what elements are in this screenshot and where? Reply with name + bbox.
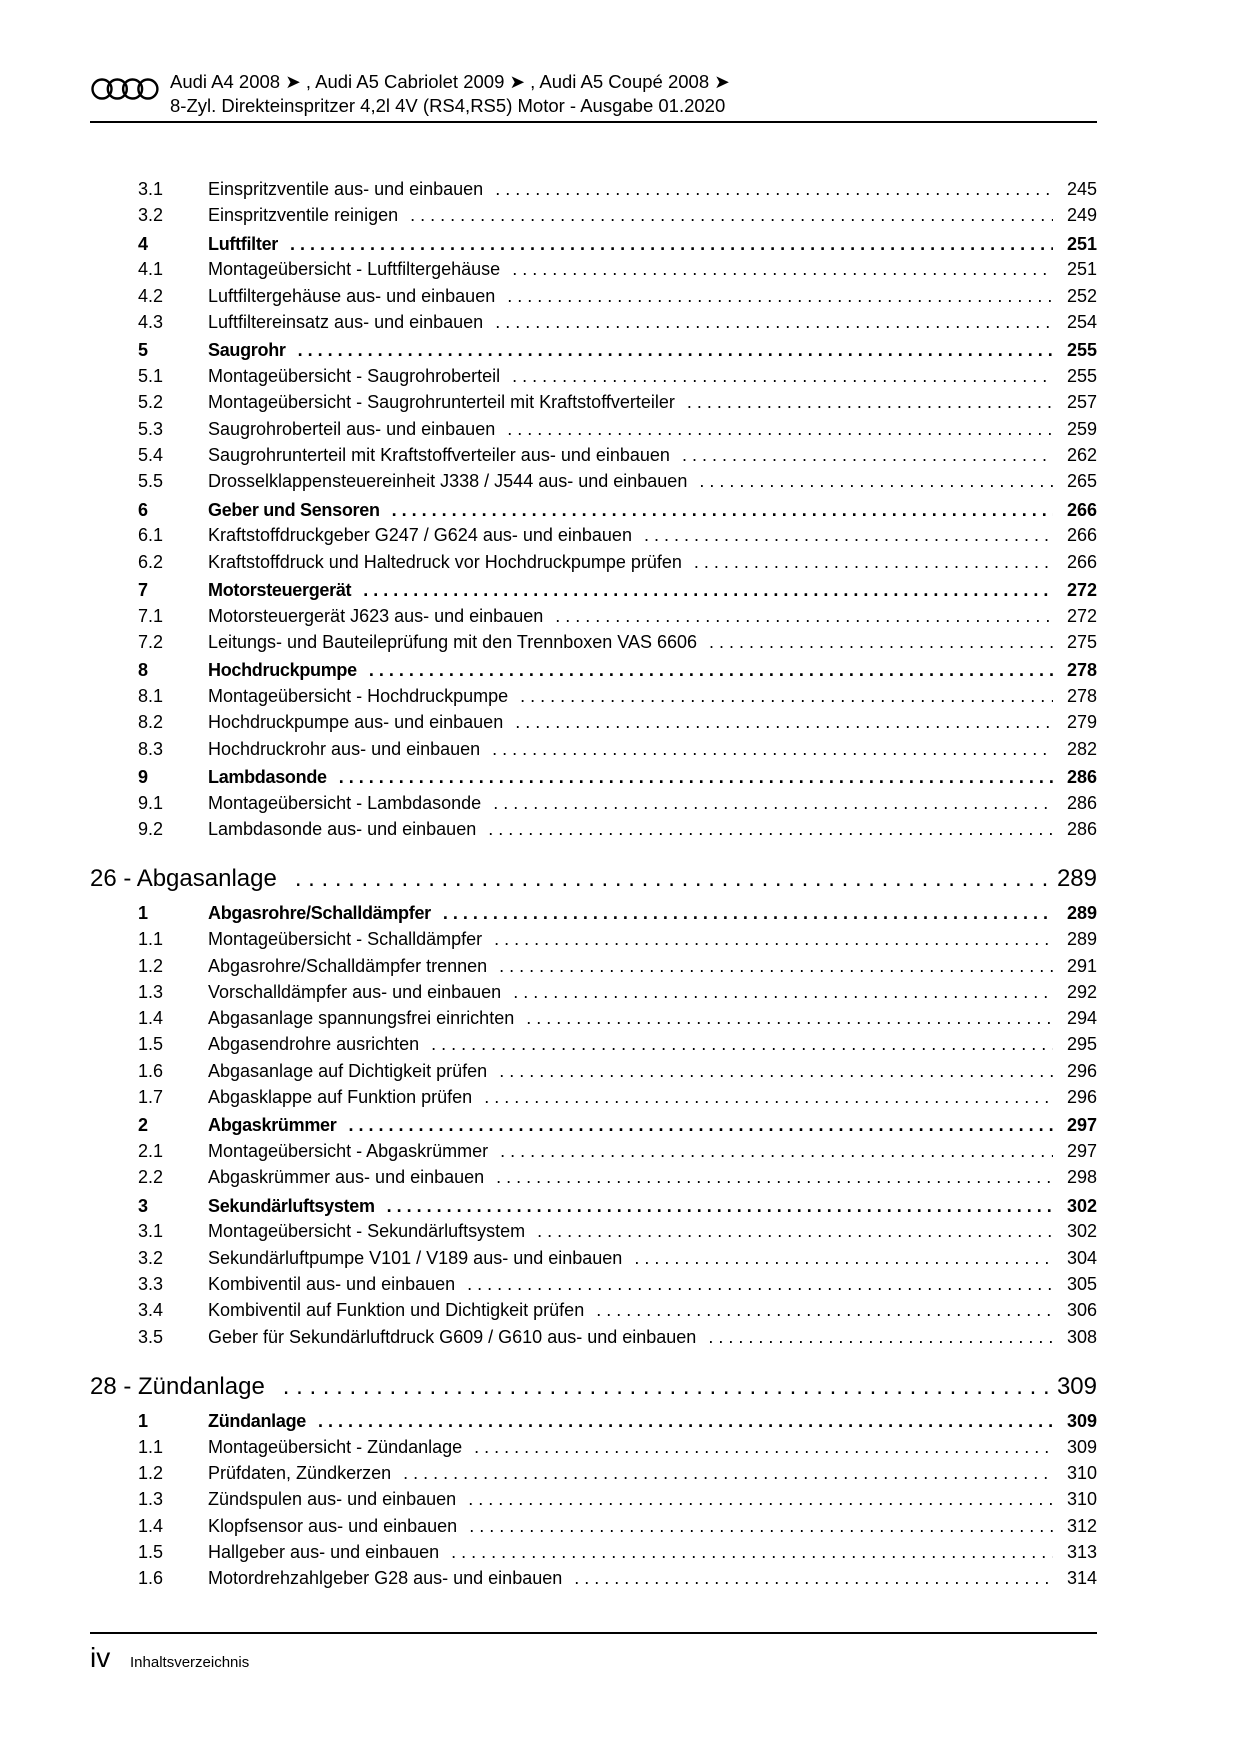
toc-entry-row[interactable] bbox=[90, 1138, 1097, 1164]
toc-entry-row[interactable] bbox=[90, 309, 1097, 335]
toc-entry-page[interactable]: 309 bbox=[1056, 1372, 1097, 1400]
toc-entry-row[interactable] bbox=[90, 256, 1097, 282]
toc-entry-page[interactable]: 266 bbox=[1066, 499, 1097, 520]
toc-entry-row[interactable] bbox=[90, 549, 1097, 575]
toc-leader-dots bbox=[687, 389, 1053, 415]
toc-entry-number: 7.2 bbox=[138, 632, 164, 653]
toc-entry-title[interactable]: Einspritzventile aus- und einbauen bbox=[208, 179, 484, 199]
toc-entry-row[interactable] bbox=[90, 1513, 1097, 1539]
toc-leader-dots bbox=[495, 309, 1053, 335]
toc-entry-number: 8.1 bbox=[138, 686, 164, 707]
toc-entry-row[interactable] bbox=[90, 1324, 1097, 1350]
toc-section-row[interactable] bbox=[90, 229, 1097, 257]
toc-entry-number: 9 bbox=[138, 767, 149, 788]
toc-entry-number: 1.1 bbox=[138, 1436, 164, 1457]
toc-entry-number: 3.3 bbox=[138, 1274, 164, 1295]
toc-entry-row[interactable] bbox=[90, 683, 1097, 709]
toc-entry-row[interactable] bbox=[90, 629, 1097, 655]
toc-entry-row[interactable] bbox=[90, 442, 1097, 468]
toc-entry-number: 1.5 bbox=[138, 1034, 164, 1055]
toc-entry-page[interactable]: 305 bbox=[1066, 1274, 1097, 1295]
toc-entry-row[interactable] bbox=[90, 522, 1097, 548]
toc-entry-title[interactable]: 28 - Zündanlage bbox=[90, 1372, 265, 1400]
toc-entry-row[interactable] bbox=[90, 1218, 1097, 1244]
toc-entry-row[interactable] bbox=[90, 1164, 1097, 1190]
toc-leader-dots bbox=[574, 1565, 1053, 1591]
toc-leader-dots bbox=[469, 1513, 1053, 1539]
toc-entry-row[interactable] bbox=[90, 1460, 1097, 1486]
toc-leader-dots bbox=[499, 1058, 1053, 1084]
toc-leader-dots bbox=[694, 549, 1053, 575]
toc-entry-page[interactable]: 289 bbox=[1066, 929, 1097, 950]
toc-leader-dots bbox=[318, 1406, 1053, 1434]
toc-entry-title[interactable]: Sekundärluftpumpe V101 / V189 aus- und einbauen bbox=[208, 1247, 623, 1268]
toc-entry-number: 4.3 bbox=[138, 311, 164, 332]
toc-entry-number: 8.2 bbox=[138, 712, 164, 733]
toc-entry-page[interactable]: 308 bbox=[1066, 1326, 1097, 1347]
toc-entry-title[interactable]: Motorsteuergerät J623 aus- und einbauen bbox=[208, 605, 544, 626]
toc-chapter-row[interactable] bbox=[90, 1362, 1097, 1406]
toc-leader-dots bbox=[495, 176, 1053, 202]
toc-entry-row[interactable] bbox=[90, 416, 1097, 442]
header-divider bbox=[90, 121, 1097, 123]
toc-entry-page[interactable]: 292 bbox=[1066, 981, 1097, 1002]
toc-entry-number: 2.1 bbox=[138, 1141, 164, 1162]
toc-entry-page[interactable]: 252 bbox=[1066, 285, 1097, 306]
toc-entry-title[interactable]: Hochdruckrohr aus- und einbauen bbox=[208, 738, 481, 759]
toc-entry-page[interactable]: 313 bbox=[1066, 1541, 1097, 1562]
toc-entry-title[interactable]: Montageübersicht - Luftfiltergehäuse bbox=[208, 259, 501, 280]
toc-entry-number: 6.2 bbox=[138, 551, 164, 572]
toc-entry-page[interactable]: 295 bbox=[1066, 1034, 1097, 1055]
toc-entry-page[interactable]: 289 bbox=[1066, 903, 1097, 924]
toc-entry-title[interactable]: Montageübersicht - Sekundärluftsystem bbox=[208, 1221, 526, 1242]
toc-leader-dots bbox=[339, 762, 1053, 790]
toc-entry-page[interactable]: 294 bbox=[1066, 1008, 1097, 1029]
toc-leader-dots bbox=[555, 603, 1053, 629]
toc-leader-dots bbox=[513, 979, 1053, 1005]
toc-section-row[interactable] bbox=[90, 1191, 1097, 1219]
toc-entry-title[interactable]: 26 - Abgasanlage bbox=[90, 865, 277, 893]
toc-entry-number: 1 bbox=[138, 1410, 149, 1431]
toc-entry-title[interactable]: Leitungs- und Bauteileprüfung mit den Trennboxen VAS 6606 bbox=[208, 632, 698, 653]
toc-entry-page[interactable]: 309 bbox=[1066, 1410, 1097, 1431]
toc-entry-page[interactable]: 302 bbox=[1066, 1221, 1097, 1242]
toc-entry-page[interactable]: 289 bbox=[1056, 865, 1097, 893]
toc-entry-number: 3.1 bbox=[138, 1221, 164, 1242]
toc-entry-title[interactable]: Kraftstoffdruck und Haltedruck vor Hochdruckpumpe prüfen bbox=[208, 551, 682, 572]
toc-entry-number: 1.5 bbox=[138, 1541, 164, 1562]
toc-entry-page[interactable]: 304 bbox=[1066, 1247, 1097, 1268]
toc-leader-dots bbox=[512, 256, 1053, 282]
header-line-2: 8-Zyl. Direkteinspritzer 4,2l 4V (RS4,RS5) Motor - Ausgabe 01.2020 bbox=[170, 95, 726, 116]
toc-entry-row[interactable] bbox=[90, 1005, 1097, 1031]
toc-entry-row[interactable] bbox=[90, 1245, 1097, 1271]
toc-leader-dots bbox=[290, 229, 1053, 257]
toc-entry-row[interactable] bbox=[90, 1031, 1097, 1057]
toc-leader-dots bbox=[526, 1005, 1053, 1031]
toc-entry-title[interactable]: Abgaskrümmer bbox=[208, 1115, 337, 1136]
toc-entry-row[interactable] bbox=[90, 1084, 1097, 1110]
toc-leader-dots bbox=[515, 709, 1053, 735]
toc-entry-title[interactable]: Hallgeber aus- und einbauen bbox=[208, 1541, 440, 1562]
toc-entry-number: 7 bbox=[138, 579, 149, 600]
toc-entry-number: 5.4 bbox=[138, 444, 164, 465]
toc-entry-title[interactable]: Abgasanlage auf Dichtigkeit prüfen bbox=[208, 1060, 488, 1081]
toc-entry-page[interactable]: 310 bbox=[1066, 1463, 1097, 1484]
toc-entry-page[interactable]: 282 bbox=[1066, 738, 1097, 759]
toc-entry-title[interactable]: Motorsteuergerät bbox=[208, 579, 352, 600]
toc-entry-page[interactable]: 310 bbox=[1066, 1489, 1097, 1510]
toc-entry-title[interactable]: Zündanlage bbox=[208, 1410, 307, 1431]
toc-entry-number: 3.2 bbox=[138, 1247, 164, 1268]
toc-entry-number: 1.4 bbox=[138, 1008, 164, 1029]
toc-entry-row[interactable] bbox=[90, 926, 1097, 952]
toc-leader-dots bbox=[298, 335, 1053, 363]
toc-leader-dots bbox=[363, 575, 1053, 603]
toc-entry-title[interactable]: Lambdasonde bbox=[208, 767, 327, 788]
toc-leader-dots bbox=[431, 1031, 1053, 1057]
toc-entry-number: 5.1 bbox=[138, 366, 164, 387]
toc-entry-title[interactable]: Einspritzventile reinigen bbox=[208, 205, 399, 226]
toc-entry-number: 1.2 bbox=[138, 1463, 164, 1484]
toc-entry-title[interactable]: Saugrohrunterteil mit Kraftstoffverteiler aus- und einbauen bbox=[208, 444, 670, 465]
toc-entry-page[interactable]: 257 bbox=[1066, 392, 1097, 413]
toc-entry-page[interactable]: 265 bbox=[1066, 471, 1097, 492]
toc-entry-title[interactable]: Kombiventil aus- und einbauen bbox=[208, 1274, 456, 1295]
toc-entry-row[interactable] bbox=[90, 1434, 1097, 1460]
toc-entry-number: 2.2 bbox=[138, 1167, 164, 1188]
toc-entry-number: 9.1 bbox=[138, 792, 164, 813]
toc-entry-page[interactable]: 251 bbox=[1066, 259, 1097, 280]
toc-entry-page[interactable]: 286 bbox=[1066, 767, 1097, 788]
toc-section-row[interactable] bbox=[90, 575, 1097, 603]
toc-section-row[interactable] bbox=[90, 1110, 1097, 1138]
toc-entry-number: 4.1 bbox=[138, 259, 164, 280]
toc-entry-title[interactable]: Kombiventil auf Funktion und Dichtigkeit prüfen bbox=[208, 1300, 585, 1321]
toc-entry-title[interactable]: Montageübersicht - Lambdasonde bbox=[208, 792, 482, 813]
toc-entry-title[interactable]: Saugrohr bbox=[208, 340, 286, 361]
toc-entry-title[interactable]: Geber für Sekundärluftdruck G609 / G610 aus- und einbauen bbox=[208, 1326, 697, 1347]
header-title bbox=[170, 70, 730, 118]
toc-entry-title[interactable]: Kraftstoffdruckgeber G247 / G624 aus- und einbauen bbox=[208, 525, 632, 546]
toc-leader-dots bbox=[500, 1138, 1053, 1164]
toc-entry-row[interactable] bbox=[90, 709, 1097, 735]
toc-entry-title[interactable]: Geber und Sensoren bbox=[208, 499, 380, 520]
toc-leader-dots bbox=[537, 1218, 1053, 1244]
toc-leader-dots bbox=[392, 495, 1053, 523]
toc-entry-number: 6 bbox=[138, 499, 149, 520]
toc-entry-title[interactable]: Abgasrohre/Schalldämpfer trennen bbox=[208, 955, 488, 976]
toc-entry-number: 6.1 bbox=[138, 525, 164, 546]
toc-entry-number: 2 bbox=[138, 1115, 149, 1136]
toc-leader-dots bbox=[493, 790, 1053, 816]
toc-entry-page[interactable]: 278 bbox=[1066, 686, 1097, 707]
toc-entry-title[interactable]: Montageübersicht - Zündanlage bbox=[208, 1436, 463, 1457]
toc-leader-dots bbox=[443, 898, 1053, 926]
toc-section-row[interactable] bbox=[90, 898, 1097, 926]
toc-entry-number: 5 bbox=[138, 340, 149, 361]
toc-entry-page[interactable]: 275 bbox=[1066, 632, 1097, 653]
toc-entry-title[interactable]: Abgasrohre/Schalldämpfer bbox=[208, 903, 431, 924]
toc-entry-page[interactable]: 279 bbox=[1066, 712, 1097, 733]
toc-entry-number: 1.7 bbox=[138, 1087, 164, 1107]
footer-label: Inhaltsverzeichnis bbox=[130, 1654, 250, 1671]
toc-entry-page[interactable]: 255 bbox=[1066, 366, 1097, 387]
toc-entry-number: 1.4 bbox=[138, 1515, 164, 1536]
toc-entry-number: 3.1 bbox=[138, 179, 164, 199]
toc-entry-title[interactable]: Luftfilter bbox=[208, 233, 278, 254]
toc-entry-page[interactable]: 306 bbox=[1066, 1300, 1097, 1321]
toc-entry-number: 5.3 bbox=[138, 418, 164, 439]
toc-leader-dots bbox=[699, 468, 1053, 494]
toc-chapter-row[interactable] bbox=[90, 854, 1097, 898]
toc-entry-row[interactable] bbox=[90, 202, 1097, 228]
toc-leader-dots bbox=[468, 1486, 1053, 1512]
toc-section-row[interactable] bbox=[90, 1406, 1097, 1434]
toc-entry-row[interactable] bbox=[90, 816, 1097, 842]
toc-entry-number: 1.3 bbox=[138, 1489, 164, 1510]
toc-entry-title[interactable]: Abgasanlage spannungsfrei einrichten bbox=[208, 1008, 515, 1029]
toc-entry-page[interactable]: 266 bbox=[1066, 525, 1097, 546]
toc-entry-row[interactable] bbox=[90, 736, 1097, 762]
toc-entry-row[interactable] bbox=[90, 1297, 1097, 1323]
toc-entry-page[interactable]: 286 bbox=[1066, 792, 1097, 813]
toc-entry-page[interactable]: 272 bbox=[1066, 605, 1097, 626]
toc-entry-row[interactable] bbox=[90, 953, 1097, 979]
toc-entry-number: 1.6 bbox=[138, 1568, 164, 1589]
toc-entry-title[interactable]: Drosselklappensteuereinheit J338 / J544 aus- und einbauen bbox=[208, 471, 688, 492]
toc-entry-title[interactable]: Abgasendrohre ausrichten bbox=[208, 1034, 420, 1055]
toc-entry-title[interactable]: Abgaskrümmer aus- und einbauen bbox=[208, 1167, 485, 1188]
toc-entry-page[interactable]: 278 bbox=[1066, 660, 1097, 681]
toc-entry-row[interactable] bbox=[90, 363, 1097, 389]
toc-entry-title[interactable]: Luftfiltereinsatz aus- und einbauen bbox=[208, 311, 484, 332]
toc-entry-number: 5.5 bbox=[138, 471, 164, 492]
toc-entry-page[interactable]: 291 bbox=[1066, 955, 1097, 976]
table-of-contents bbox=[90, 176, 1097, 1592]
toc-entry-page[interactable]: 302 bbox=[1066, 1195, 1097, 1216]
toc-entry-page[interactable]: 314 bbox=[1066, 1568, 1097, 1589]
toc-entry-number: 1.3 bbox=[138, 981, 164, 1002]
toc-entry-number: 3 bbox=[138, 1195, 149, 1216]
toc-section-row[interactable] bbox=[90, 762, 1097, 790]
toc-entry-title[interactable]: Hochdruckpumpe bbox=[208, 660, 357, 681]
header-line-1: Audi A4 2008 ➤ , Audi A5 Cabriolet 2009 ➤ , Audi A5 Coupé 2008 ➤ bbox=[170, 71, 730, 92]
toc-section-row[interactable] bbox=[90, 335, 1097, 363]
toc-entry-title[interactable]: Sekundärluftsystem bbox=[208, 1195, 375, 1216]
toc-leader-dots bbox=[387, 1191, 1053, 1219]
toc-entry-title[interactable]: Montageübersicht - Abgaskrümmer bbox=[208, 1141, 489, 1162]
toc-leader-dots bbox=[507, 416, 1053, 442]
toc-entry-page[interactable]: 309 bbox=[1066, 1436, 1097, 1457]
toc-entry-number: 8 bbox=[138, 660, 149, 681]
toc-entry-page[interactable]: 297 bbox=[1066, 1115, 1097, 1136]
toc-entry-page[interactable]: 259 bbox=[1066, 418, 1097, 439]
toc-leader-dots bbox=[283, 1362, 1049, 1406]
toc-entry-row[interactable] bbox=[90, 1486, 1097, 1512]
toc-leader-dots bbox=[295, 854, 1049, 898]
toc-entry-page[interactable]: 286 bbox=[1066, 819, 1097, 840]
toc-leader-dots bbox=[369, 655, 1053, 683]
toc-entry-page[interactable]: 312 bbox=[1066, 1515, 1097, 1536]
toc-entry-title[interactable]: Abgasklappe auf Funktion prüfen bbox=[208, 1087, 473, 1107]
toc-entry-title[interactable]: Vorschalldämpfer aus- und einbauen bbox=[208, 981, 502, 1002]
toc-entry-number: 4 bbox=[138, 233, 149, 254]
toc-entry-number: 3.4 bbox=[138, 1300, 164, 1321]
toc-entry-number: 8.3 bbox=[138, 738, 164, 759]
toc-leader-dots bbox=[494, 926, 1053, 952]
toc-entry-number: 3.5 bbox=[138, 1326, 164, 1347]
toc-entry-title[interactable]: Klopfsensor aus- und einbauen bbox=[208, 1515, 458, 1536]
toc-leader-dots bbox=[348, 1110, 1053, 1138]
toc-entry-page[interactable]: 249 bbox=[1066, 205, 1097, 226]
toc-section-row[interactable] bbox=[90, 495, 1097, 523]
toc-entry-title[interactable]: Zündspulen aus- und einbauen bbox=[208, 1489, 457, 1510]
toc-entry-page[interactable]: 296 bbox=[1066, 1087, 1097, 1107]
toc-leader-dots bbox=[708, 1324, 1053, 1350]
toc-leader-dots bbox=[512, 363, 1053, 389]
toc-entry-number: 1.6 bbox=[138, 1060, 164, 1081]
toc-leader-dots bbox=[709, 629, 1053, 655]
toc-leader-dots bbox=[488, 816, 1053, 842]
toc-entry-number: 5.2 bbox=[138, 392, 164, 413]
toc-entry-page[interactable]: 266 bbox=[1066, 551, 1097, 572]
toc-entry-number: 7.1 bbox=[138, 605, 164, 626]
toc-entry-page[interactable]: 254 bbox=[1066, 311, 1097, 332]
toc-entry-title[interactable]: Saugrohroberteil aus- und einbauen bbox=[208, 418, 496, 439]
toc-entry-row[interactable] bbox=[90, 176, 1097, 202]
toc-entry-title[interactable]: Montageübersicht - Hochdruckpumpe bbox=[208, 686, 509, 707]
toc-entry-page[interactable]: 296 bbox=[1066, 1060, 1097, 1081]
toc-leader-dots bbox=[403, 1460, 1053, 1486]
toc-section-row[interactable] bbox=[90, 655, 1097, 683]
toc-entry-number: 1 bbox=[138, 903, 149, 924]
toc-leader-dots bbox=[499, 953, 1053, 979]
audi-rings-icon bbox=[90, 77, 160, 101]
toc-entry-row[interactable] bbox=[90, 283, 1097, 309]
toc-entry-row[interactable] bbox=[90, 979, 1097, 1005]
toc-entry-page[interactable]: 298 bbox=[1066, 1167, 1097, 1188]
toc-entry-title[interactable]: Montageübersicht - Schalldämpfer bbox=[208, 929, 483, 950]
toc-leader-dots bbox=[596, 1297, 1053, 1323]
toc-entry-number: 1.2 bbox=[138, 955, 164, 976]
toc-entry-number: 1.1 bbox=[138, 929, 164, 950]
toc-entry-title[interactable]: Prüfdaten, Zündkerzen bbox=[208, 1463, 392, 1484]
toc-entry-row[interactable] bbox=[90, 790, 1097, 816]
toc-leader-dots bbox=[451, 1539, 1053, 1565]
toc-entry-page[interactable]: 272 bbox=[1066, 579, 1097, 600]
toc-entry-number: 9.2 bbox=[138, 819, 164, 840]
toc-entry-title[interactable]: Montageübersicht - Saugrohrunterteil mit Kraftstoffverteiler bbox=[208, 392, 675, 413]
toc-entry-row[interactable] bbox=[90, 1539, 1097, 1565]
toc-leader-dots bbox=[682, 442, 1053, 468]
toc-entry-page[interactable]: 262 bbox=[1066, 444, 1097, 465]
toc-entry-page[interactable]: 251 bbox=[1066, 233, 1097, 254]
toc-entry-title[interactable]: Hochdruckpumpe aus- und einbauen bbox=[208, 712, 504, 733]
toc-leader-dots bbox=[467, 1271, 1053, 1297]
toc-leader-dots bbox=[474, 1434, 1053, 1460]
toc-entry-row[interactable] bbox=[90, 1271, 1097, 1297]
toc-entry-page[interactable]: 297 bbox=[1066, 1141, 1097, 1162]
toc-entry-row[interactable] bbox=[90, 1565, 1097, 1591]
toc-entry-number: 3.2 bbox=[138, 205, 164, 226]
toc-entry-title[interactable]: Luftfiltergehäuse aus- und einbauen bbox=[208, 285, 496, 306]
toc-entry-page[interactable]: 245 bbox=[1066, 179, 1097, 199]
footer-page-number: iv bbox=[90, 1642, 111, 1673]
toc-leader-dots bbox=[644, 522, 1053, 548]
toc-entry-title[interactable]: Motordrehzahlgeber G28 aus- und einbauen bbox=[208, 1568, 563, 1589]
toc-leader-dots bbox=[634, 1245, 1053, 1271]
toc-leader-dots bbox=[496, 1164, 1053, 1190]
toc-leader-dots bbox=[520, 683, 1053, 709]
toc-leader-dots bbox=[410, 202, 1053, 228]
toc-entry-row[interactable] bbox=[90, 1058, 1097, 1084]
toc-entry-row[interactable] bbox=[90, 468, 1097, 494]
toc-entry-page[interactable]: 255 bbox=[1066, 340, 1097, 361]
footer-divider bbox=[90, 1632, 1097, 1634]
toc-entry-number: 4.2 bbox=[138, 285, 164, 306]
toc-entry-title[interactable]: Lambdasonde aus- und einbauen bbox=[208, 819, 477, 840]
toc-entry-row[interactable] bbox=[90, 389, 1097, 415]
toc-entry-title[interactable]: Montageübersicht - Saugrohroberteil bbox=[208, 366, 501, 387]
toc-leader-dots bbox=[484, 1084, 1053, 1110]
toc-leader-dots bbox=[507, 283, 1053, 309]
toc-leader-dots bbox=[492, 736, 1053, 762]
toc-entry-row[interactable] bbox=[90, 603, 1097, 629]
